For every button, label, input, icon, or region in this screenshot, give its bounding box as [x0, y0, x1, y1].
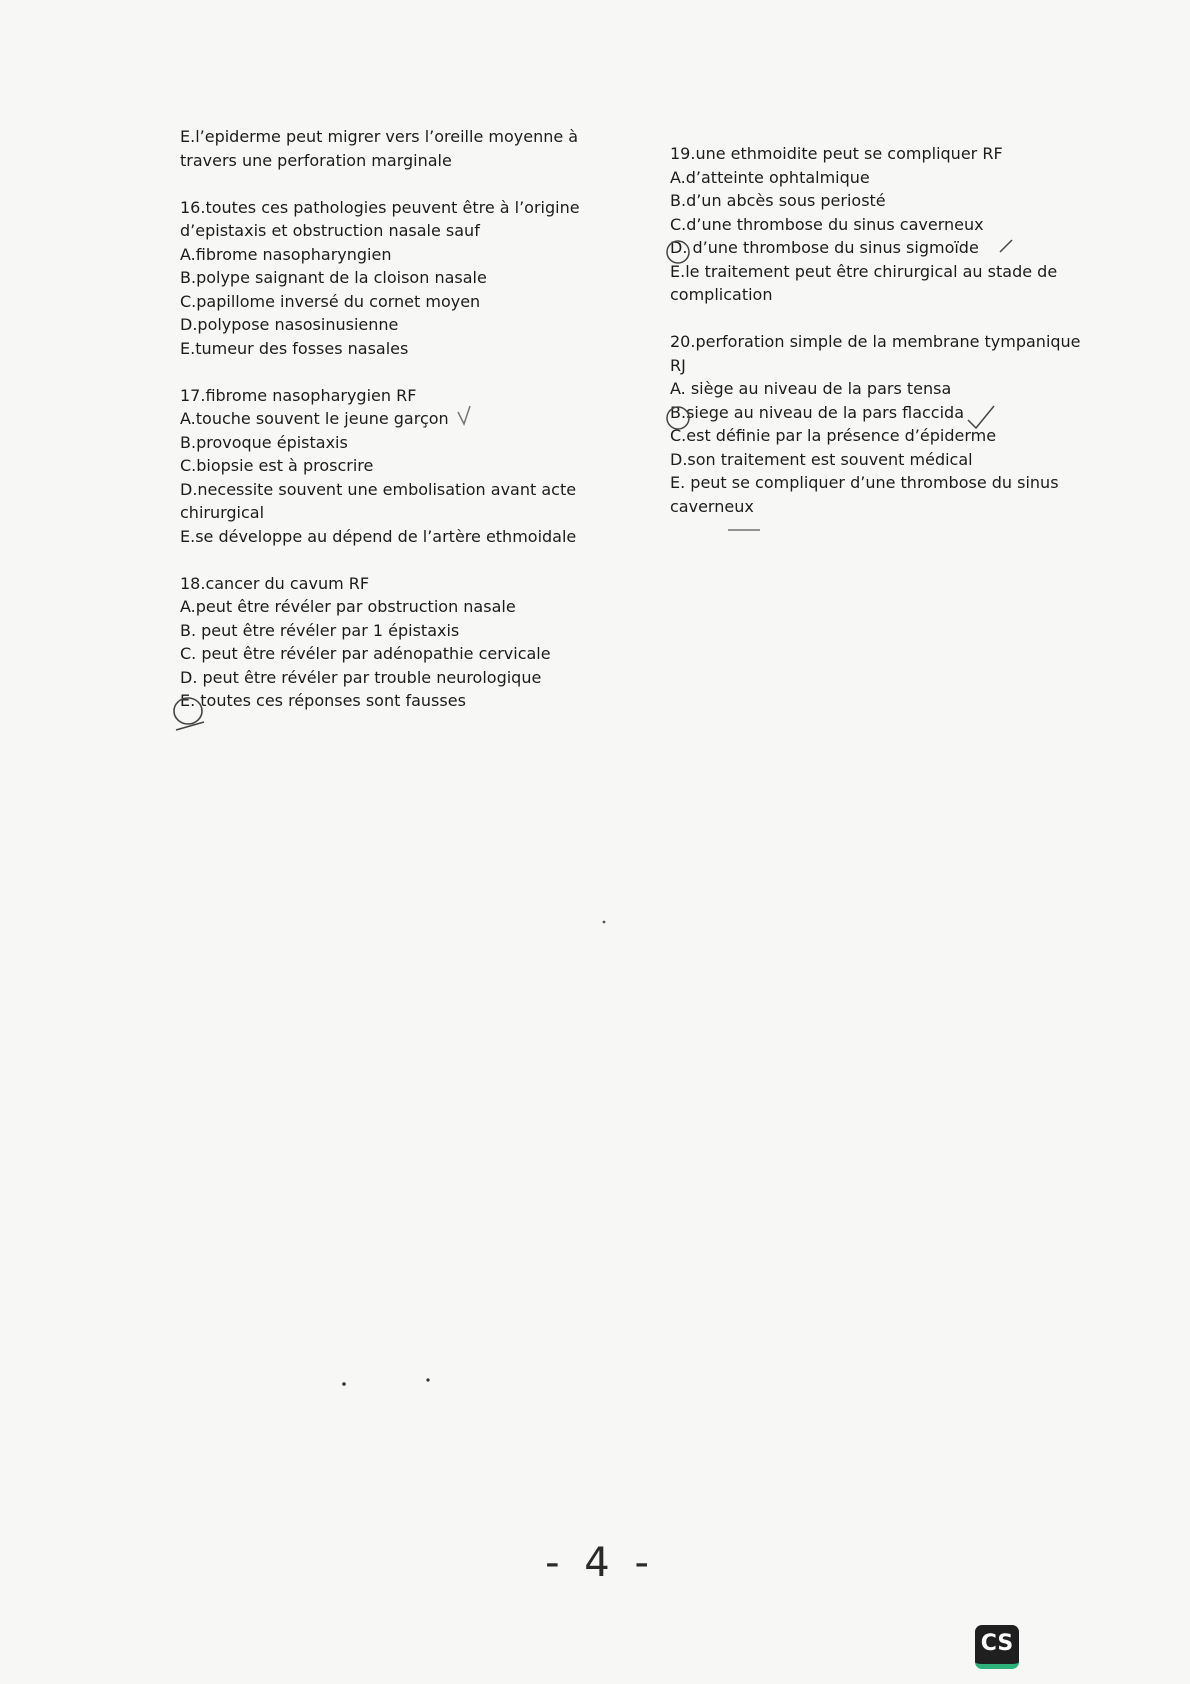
answer-option: C.d’une thrombose du sinus caverneux — [670, 214, 984, 234]
answer-option: C.papillome inversé du cornet moyen — [180, 291, 481, 311]
question-stem: 18.cancer du cavum RF — [180, 573, 370, 593]
answer-option: A.peut être révéler par obstruction nasale — [180, 597, 516, 616]
checkmark-icon — [968, 406, 994, 428]
answer-option: caverneux — [670, 496, 754, 516]
answer-option: C.est définie par la présence d’épiderme — [670, 426, 997, 445]
circle-mark-icon — [174, 698, 202, 724]
answer-option: B.siege au niveau de la pars flaccida — [670, 402, 964, 422]
answer-option: E.tumeur des fosses nasales — [180, 338, 409, 358]
circle-mark-icon — [667, 407, 689, 429]
answer-option: B. peut être révéler par 1 épistaxis — [180, 620, 460, 640]
question-stem: RJ — [670, 355, 686, 375]
checkmark-icon — [1000, 240, 1012, 252]
text-line: travers une perforation marginale — [180, 150, 452, 170]
answer-option: C. peut être révéler par adénopathie cervicale — [180, 644, 551, 663]
answer-option: A.fibrome nasopharyngien — [180, 244, 392, 264]
answer-option: D. peut être révéler par trouble neurologique — [180, 667, 542, 687]
camscanner-logo: CS — [975, 1625, 1019, 1669]
text-line: E.l’epiderme peut migrer vers l’oreille moyenne à — [180, 127, 579, 146]
answer-option: E. toutes ces réponses sont fausses — [180, 691, 466, 710]
question-stem: 19.une ethmoidite peut se compliquer RF — [670, 144, 1003, 163]
answer-option: D.son traitement est souvent médical — [670, 449, 973, 469]
answer-option: A.touche souvent le jeune garçon — [180, 409, 449, 428]
answer-option: E.se développe au dépend de l’artère ethmoidale — [180, 526, 577, 546]
question-stem: 16.toutes ces pathologies peuvent être à l’origine — [180, 197, 580, 217]
question-stem: 17.fibrome nasopharygien RF — [180, 385, 417, 405]
answer-option: E. peut se compliquer d’une thrombose du sinus — [670, 473, 1059, 492]
question-stem: d’epistaxis et obstruction nasale sauf — [180, 221, 480, 240]
page-number: - 4 - — [545, 1540, 655, 1586]
answer-option: D.polypose nasosinusienne — [180, 315, 399, 334]
dot-mark-icon — [603, 921, 606, 924]
answer-option: B.polype saignant de la cloison nasale — [180, 268, 487, 287]
answer-option: C.biopsie est à proscrire — [180, 456, 374, 475]
answer-option: A. siège au niveau de la pars tensa — [670, 379, 952, 398]
answer-option: B.provoque épistaxis — [180, 432, 348, 452]
circle-mark-icon — [667, 241, 689, 263]
answer-option: chirurgical — [180, 503, 265, 522]
answer-option: complication — [670, 285, 773, 304]
answer-option: E.le traitement peut être chirurgical au stade de — [670, 261, 1058, 281]
dot-mark-icon — [342, 1382, 346, 1386]
dot-mark-icon — [426, 1378, 429, 1381]
answer-option: D.necessite souvent une embolisation avant acte — [180, 479, 577, 499]
answer-option: B.d’un abcès sous periosté — [670, 191, 886, 210]
question-stem: 20.perforation simple de la membrane tympanique — [670, 332, 1081, 351]
answer-option: D. d’une thrombose du sinus sigmoïde — [670, 238, 979, 257]
answer-option: A.d’atteinte ophtalmique — [670, 167, 870, 187]
checkmark-icon — [458, 406, 470, 424]
